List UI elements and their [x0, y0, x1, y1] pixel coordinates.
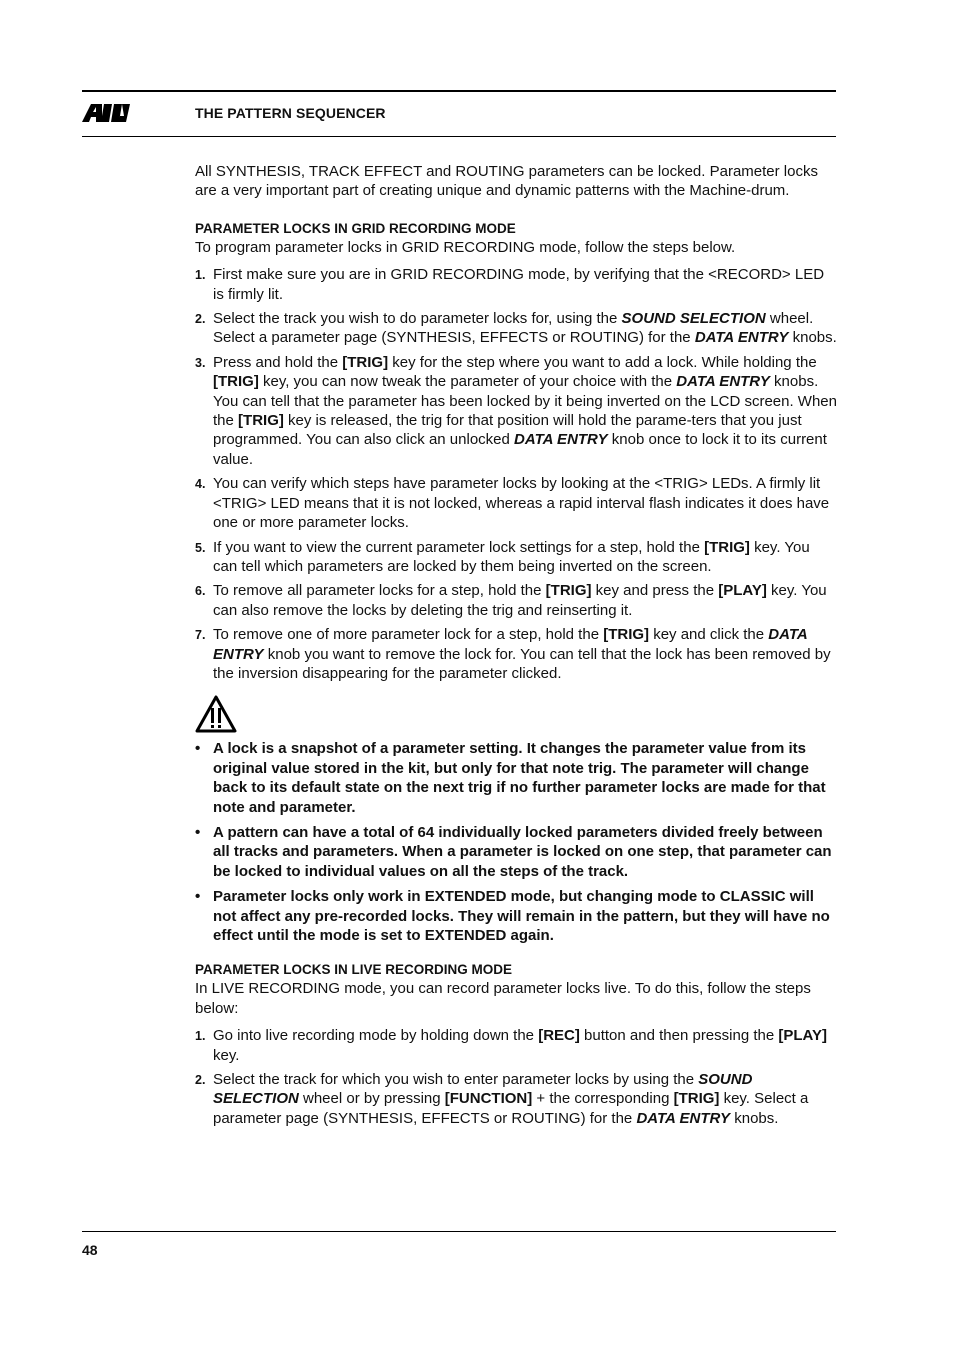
list-item — [195, 1026, 837, 1065]
step-emphasis: DATA ENTRY — [676, 373, 770, 391]
step-text: knobs. — [788, 329, 837, 347]
step-emphasis: [FUNCTION] — [444, 1090, 533, 1108]
step-emphasis: SOUND SELECTION — [621, 310, 766, 328]
step-text: Select the track for which you wish to enter parameter locks by using the — [213, 1071, 699, 1089]
step-text: wheel. Select a parameter page (SYNTHESIS, EFFECTS or ROUTING) for the — [213, 310, 814, 347]
list-item — [195, 353, 837, 469]
page-number: 48 — [82, 1242, 98, 1258]
header-bottom-rule — [82, 136, 836, 137]
list-item — [195, 474, 837, 532]
step-emphasis: [TRIG] — [704, 538, 750, 556]
page-content — [195, 162, 837, 1133]
step-emphasis: [PLAY] — [718, 582, 767, 600]
step-text: button and then pressing the — [579, 1027, 779, 1045]
list-item — [195, 538, 837, 577]
step-number: 5. — [195, 540, 206, 555]
intro-paragraph: All SYNTHESIS, TRACK EFFECT and ROUTING parameters can be locked. Parameter locks are a very important part of creating unique and dynamic patterns with the Machine-drum. — [195, 163, 818, 200]
step-text: Go into live recording mode by holding down the — [213, 1027, 539, 1045]
section-heading-live-recording: PARAMETER LOCKS IN LIVE RECORDING MODE — [195, 962, 513, 978]
step-text: key and press the — [591, 582, 719, 600]
bullet: • — [195, 823, 201, 841]
step-text: key. You can also remove the locks by deleting the trig and reinserting it. — [213, 582, 827, 619]
step-text: knobs. You can tell that the parameter has been locked by it being inverted on the LCD screen. When the — [213, 373, 837, 430]
step-number: 2. — [195, 312, 206, 327]
bullet: • — [195, 888, 201, 906]
list-item — [195, 1070, 837, 1128]
step-emphasis: DATA ENTRY — [694, 329, 789, 347]
list-item — [195, 823, 837, 881]
step-emphasis: [TRIG] — [238, 412, 284, 430]
step-emphasis: [TRIG] — [213, 373, 259, 391]
header-top-rule — [82, 90, 836, 92]
warning-notes — [195, 739, 837, 945]
step-emphasis: SOUND SELECTION — [213, 1071, 753, 1108]
step-text: knob you want to remove the lock for. You can tell that the lock has been removed by the inversion disappearing for the parameter clicked. — [213, 645, 831, 682]
list-item — [195, 739, 837, 817]
grid-recording-steps — [195, 265, 837, 683]
step-emphasis: [REC] — [538, 1027, 580, 1045]
step-number: 3. — [195, 355, 206, 370]
list-item — [195, 625, 837, 683]
step-text: key and click the — [649, 626, 769, 644]
warning-note-text: A lock is a snapshot of a parameter setting. It changes the parameter value from its original value stored in the kit, but only for that note trig. The parameter will change back to its default state on the next trig if no further parameter locks are made for that note and parameter. — [213, 740, 826, 816]
step-text: First make sure you are in GRID RECORDING mode, by verifying that the <RECORD> LED is firmly lit. — [213, 266, 825, 303]
warning-triangle-icon — [195, 695, 237, 733]
step-text: key is released, the trig for that position will hold the parame-ters that you just programmed. You can also click an unlocked — [213, 412, 802, 449]
step-text: knob once to lock it to its current value. — [213, 431, 827, 468]
list-item — [195, 309, 837, 348]
step-emphasis: DATA ENTRY — [636, 1109, 731, 1127]
step-emphasis: DATA ENTRY — [213, 626, 808, 663]
step-text: Press and hold the — [213, 353, 343, 371]
step-number: 1. — [195, 268, 206, 283]
bullet: • — [195, 740, 201, 758]
step-emphasis: [TRIG] — [342, 353, 389, 371]
step-emphasis: [TRIG] — [545, 582, 592, 600]
step-text: key, you can now tweak the parameter of your choice with the — [258, 373, 677, 391]
live-recording-steps — [195, 1026, 837, 1128]
step-number: 1. — [195, 1029, 206, 1044]
step-text: key. — [213, 1046, 240, 1064]
section-lead-grid-recording: To program parameter locks in GRID RECORDING mode, follow the steps below. — [195, 238, 736, 256]
section-lead-live-recording: In LIVE RECORDING mode, you can record parameter locks live. To do this, follow the steps below: — [195, 980, 811, 1017]
step-text: knobs. — [730, 1109, 779, 1127]
step-text: wheel or by pressing — [298, 1090, 445, 1108]
footer-rule — [82, 1231, 836, 1232]
step-emphasis: [TRIG] — [603, 626, 650, 644]
step-number: 2. — [195, 1073, 206, 1088]
step-text: key. You can tell which parameters are locked by them being inverted on the screen. — [213, 538, 810, 575]
step-number: 7. — [195, 628, 206, 643]
step-emphasis: [PLAY] — [778, 1027, 827, 1045]
warning-note-text: Parameter locks only work in EXTENDED mode, but changing mode to CLASSIC will not affect any pre-recorded locks. They will remain in the pattern, but they will have no effect until the mode is set to EXTENDED again. — [213, 888, 830, 944]
step-text: To remove one of more parameter lock for a step, hold the — [213, 626, 604, 644]
section-heading-grid-recording: PARAMETER LOCKS IN GRID RECORDING MODE — [195, 220, 516, 236]
step-emphasis: DATA ENTRY — [514, 431, 608, 449]
step-text: Select the track you wish to do parameter locks for, using the — [213, 310, 622, 328]
step-text: To remove all parameter locks for a step, hold the — [213, 582, 546, 600]
step-text: key for the step where you want to add a lock. While holding the — [388, 353, 817, 371]
step-emphasis: [TRIG] — [673, 1090, 720, 1108]
step-text: key. Select a parameter page (SYNTHESIS, EFFECTS or ROUTING) for the — [213, 1090, 809, 1127]
step-number: 4. — [195, 477, 206, 492]
warning-note-text: A pattern can have a total of 64 individually locked parameters divided freely between all tracks and parameters. When a parameter is locked on one step, that parameter can be locked to individual values on all the steps of the track. — [213, 823, 832, 880]
step-text: If you want to view the current parameter lock settings for a step, hold the — [213, 538, 705, 556]
list-item — [195, 581, 837, 620]
step-text: + the corresponding — [532, 1090, 674, 1108]
list-item — [195, 265, 837, 304]
step-text: You can verify which steps have parameter locks by looking at the <TRIG> LEDs. A firmly lit <TRIG> LED means that it is not locked, whereas a rapid interval flash indicates it does have one or more parameter locks. — [213, 475, 830, 532]
elektron-logo-icon — [82, 104, 130, 122]
list-item — [195, 887, 837, 945]
page-header-title: THE PATTERN SEQUENCER — [195, 105, 386, 121]
step-number: 6. — [195, 584, 206, 599]
